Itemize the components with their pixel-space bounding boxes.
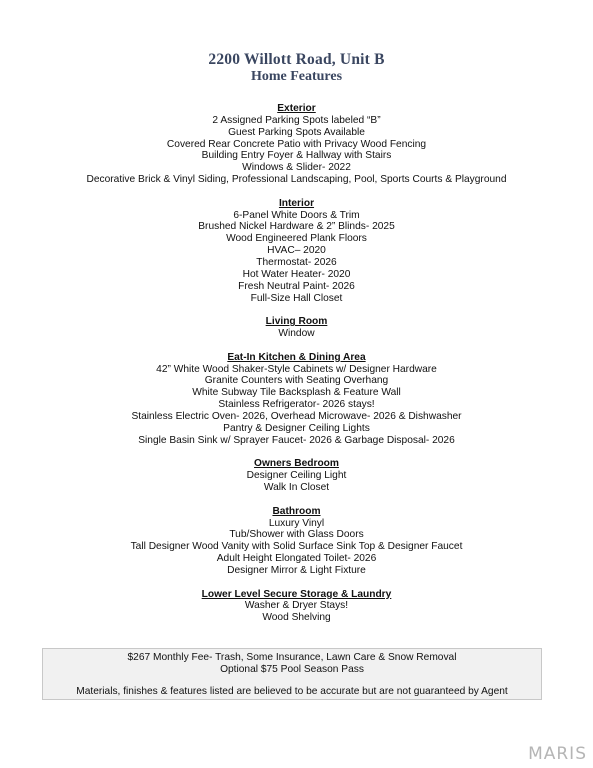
- feature-line: White Subway Tile Backsplash & Feature Wall: [192, 387, 401, 399]
- feature-section: [0, 506, 593, 577]
- feature-line: Full-Size Hall Closet: [250, 292, 343, 304]
- feature-line: 2 Assigned Parking Spots labeled “B”: [212, 114, 381, 126]
- feature-line: HVAC– 2020: [267, 245, 326, 257]
- feature-line: Hot Water Heater- 2020: [242, 268, 351, 280]
- feature-line: Guest Parking Spots Available: [228, 126, 365, 138]
- feature-line: Windows & Slider- 2022: [242, 162, 351, 174]
- feature-section: [0, 103, 593, 186]
- feature-section: [0, 198, 593, 305]
- section-heading: Lower Level Secure Storage & Laundry: [201, 588, 392, 600]
- fee-notice-box: [42, 648, 542, 700]
- feature-line: Building Entry Foyer & Hallway with Stairs: [201, 150, 392, 162]
- feature-line: Luxury Vinyl: [268, 517, 325, 529]
- feature-section: [0, 352, 593, 447]
- feature-line: Decorative Brick & Vinyl Siding, Professional Landscaping, Pool, Sports Courts & Playground: [86, 174, 507, 186]
- feature-section: [0, 589, 593, 625]
- feature-line: Wood Engineered Plank Floors: [226, 233, 367, 245]
- feature-line: Fresh Neutral Paint- 2026: [238, 280, 355, 292]
- section-heading: Bathroom: [272, 505, 321, 517]
- feature-line: Window: [278, 328, 315, 340]
- section-heading: Interior: [278, 197, 315, 209]
- disclaimer-text: Materials, finishes & features listed are believed to be accurate but are not guaranteed by Agent: [76, 686, 508, 697]
- section-heading: Exterior: [277, 103, 316, 114]
- feature-line: Stainless Electric Oven- 2026, Overhead Microwave- 2026 & Dishwasher: [131, 410, 462, 422]
- feature-line: 42” White Wood Shaker-Style Cabinets w/ Designer Hardware: [156, 363, 437, 375]
- feature-line: Brushed Nickel Hardware & 2” Blinds- 2025: [198, 221, 395, 233]
- feature-line: Designer Mirror & Light Fixture: [227, 564, 366, 576]
- section-heading: Eat-In Kitchen & Dining Area: [227, 351, 366, 363]
- feature-line: Stainless Refrigerator- 2026 stays!: [218, 399, 375, 411]
- maris-watermark: MARIS: [528, 744, 587, 764]
- feature-line: Tub/Shower with Glass Doors: [229, 529, 364, 541]
- feature-line: 6-Panel White Doors & Trim: [233, 209, 360, 221]
- pool-pass-text: Optional $75 Pool Season Pass: [220, 664, 364, 675]
- feature-section: [0, 316, 593, 340]
- feature-line: Granite Counters with Seating Overhang: [204, 375, 389, 387]
- feature-line: Walk In Closet: [263, 482, 330, 493]
- section-heading: Owners Bedroom: [254, 458, 339, 470]
- features-list: [0, 103, 593, 636]
- feature-line: Pantry & Designer Ceiling Lights: [223, 422, 370, 434]
- feature-section: [0, 458, 593, 494]
- feature-line: Wood Shelving: [262, 612, 331, 624]
- feature-line: Thermostat- 2026: [256, 256, 337, 268]
- page-subtitle: Home Features: [250, 69, 343, 84]
- feature-line: Adult Height Elongated Toilet- 2026: [216, 553, 377, 565]
- feature-line: Tall Designer Wood Vanity with Solid Surface Sink Top & Designer Faucet: [130, 541, 463, 553]
- feature-line: Covered Rear Concrete Patio with Privacy Wood Fencing: [166, 138, 427, 150]
- section-heading: Living Room: [265, 316, 328, 328]
- page-title: 2200 Willott Road, Unit B: [208, 51, 385, 68]
- feature-line: Single Basin Sink w/ Sprayer Faucet- 2026 & Garbage Disposal- 2026: [138, 434, 455, 446]
- feature-line: Designer Ceiling Light: [246, 470, 347, 482]
- feature-line: Washer & Dryer Stays!: [244, 600, 349, 612]
- monthly-fee-text: $267 Monthly Fee- Trash, Some Insurance, Lawn Care & Snow Removal: [127, 652, 457, 663]
